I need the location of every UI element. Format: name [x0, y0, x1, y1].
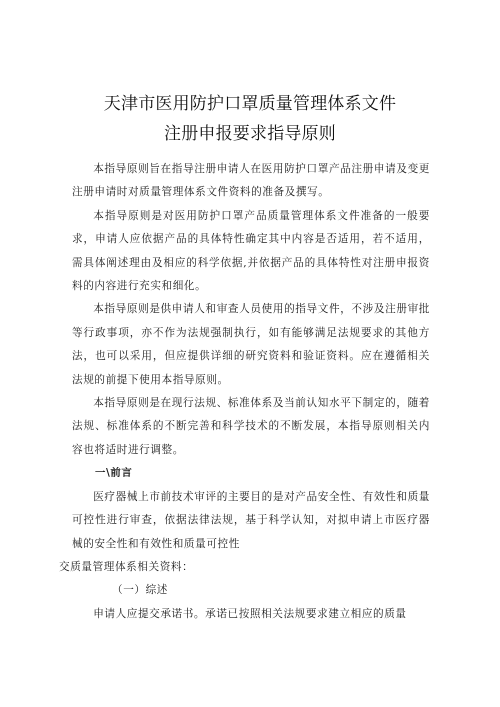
document-title-line2: 注册申报要求指导原则 [164, 124, 336, 144]
document-body [59, 158, 430, 626]
paragraph-purpose: 本指导原则旨在指导注册申请人在医用防护口罩产品注册申请及变更注册申请时对质量管理体系文件资料的准备及撰写。 [72, 163, 430, 199]
section-heading-preface: 一\前言 [95, 467, 133, 480]
paragraph-preface: 医疗器械上市前技术审评的主要目的是对产品安全性、有效性和质量可控性进行审查，依据法律法规，基于科学认知，对拟申请上市医疗器械的安全性和有效性和质量可控性 [72, 490, 430, 550]
subsection-heading-overview: （一）综述 [112, 584, 168, 597]
paragraph-overview: 申请人应提交承诺书。承诺已按照相关法规要求建立相应的质量 [93, 607, 407, 620]
paragraph-preface-continuation: 交质量管理体系相关资料： [59, 560, 194, 573]
paragraph-usage: 本指导原则是供申请人和审查人员使用的指导文件，不涉及注册审批等行政事项，亦不作为法规强制执行，如有能够满足法规要求的其他方法，也可以采用，但应提供详细的研究资料和验证资料。应在遵循相关法规的前提下使用本指导原则。 [72, 303, 430, 386]
paragraph-updates: 本指导原则是在现行法规、标准体系及当前认知水平下制定的，随着法规、标准体系的不断完善和科学技术的不断发展，本指导原则相关内容也将适时进行调整。 [72, 397, 430, 456]
paragraph-general-requirements: 本指导原则是对医用防护口罩产品质量管理体系文件准备的一般要求，申请人应依据产品的具体特性确定其中内容是否适用，若不适用，需具体阐述理由及相应的科学依据,并依据产品的具体特性对注册申报资料的内容进行充实和细化。 [72, 209, 430, 293]
document-title-line1: 天津市医用防护口罩质量管理体系文件 [103, 94, 397, 114]
